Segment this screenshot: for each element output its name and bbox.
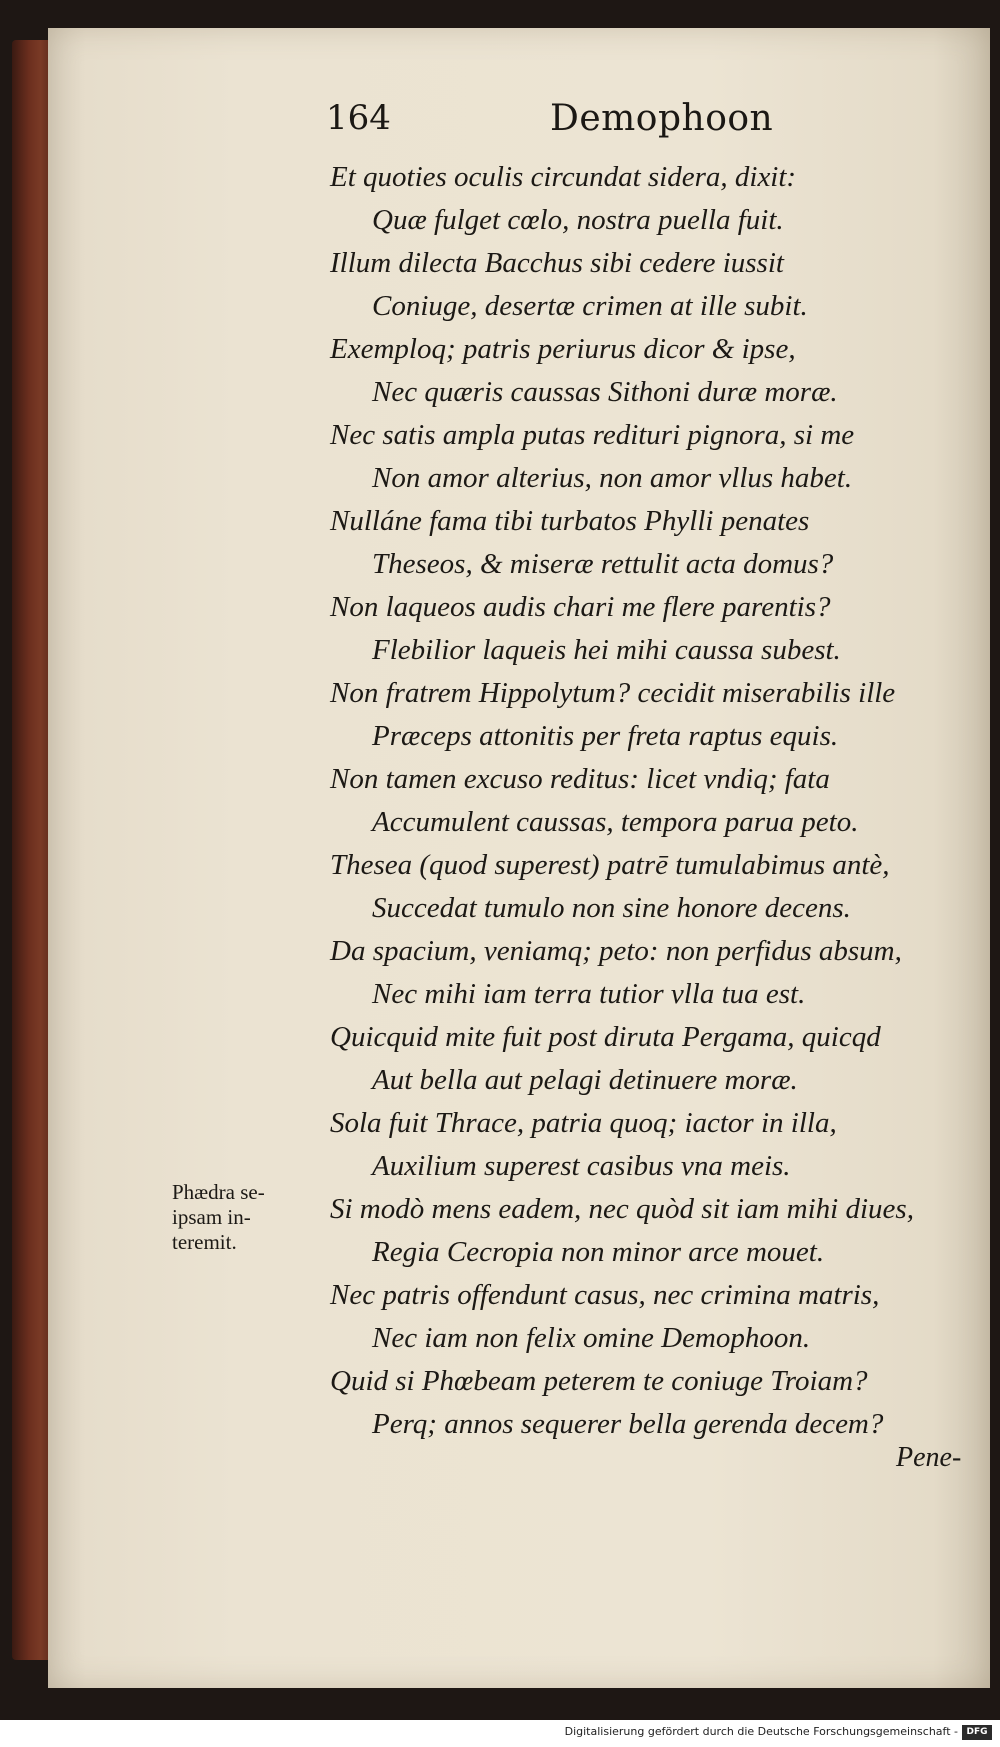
verse-line: Coniuge, desertæ crimen at ille subit. xyxy=(372,290,808,322)
running-head: Demophoon xyxy=(550,98,774,139)
marginal-note xyxy=(172,1180,322,1255)
verse-line: Nulláne fama tibi turbatos Phylli penates xyxy=(330,505,810,537)
verse-line: Illum dilecta Bacchus sibi cedere iussit xyxy=(330,247,784,279)
verse-line: Et quoties oculis circundat sidera, dixit: xyxy=(330,161,797,193)
verse-line: Non laqueos audis chari me flere parentis? xyxy=(330,591,831,623)
verse-line: Nec quæris caussas Sithoni duræ moræ. xyxy=(372,376,838,408)
verse-body xyxy=(330,156,980,1446)
verse-line: Nec patris offendunt casus, nec crimina matris, xyxy=(330,1279,880,1311)
verse-line: Sola fuit Thrace, patria quoq; iactor in illa, xyxy=(330,1107,837,1139)
verse-line: Quid si Phœbeam peterem te coniuge Troiam? xyxy=(330,1365,868,1397)
verse-line: Thesea (quod superest) patrē tumulabimus antè, xyxy=(330,849,890,881)
footer-credit: Digitalisierung gefördert durch die Deutsche Forschungsgemeinschaft - xyxy=(564,1725,958,1738)
verse-line: Quæ fulget cœlo, nostra puella fuit. xyxy=(372,204,784,236)
verse-line: Aut bella aut pelagi detinuere moræ. xyxy=(372,1064,798,1096)
digitization-footer xyxy=(0,1720,1000,1747)
marginal-note-line: Phædra se- xyxy=(172,1180,265,1204)
verse-line: Non tamen excuso reditus: licet vndiq; fata xyxy=(330,763,830,795)
verse-line: Succedat tumulo non sine honore decens. xyxy=(372,892,851,924)
verse-line: Flebilior laqueis hei mihi caussa subest. xyxy=(372,634,841,666)
marginal-note-line: teremit. xyxy=(172,1230,237,1254)
dfg-logo: DFG xyxy=(962,1725,992,1740)
verse-line: Si modò mens eadem, nec quòd sit iam mihi diues, xyxy=(330,1193,914,1225)
verse-line: Exemploq; patris periurus dicor & ipse, xyxy=(330,333,796,365)
verse-line: Non amor alterius, non amor vllus habet. xyxy=(372,462,853,494)
verse-line: Regia Cecropia non minor arce mouet. xyxy=(372,1236,825,1268)
verse-line: Auxilium superest casibus vna meis. xyxy=(372,1150,791,1182)
verse-line: Quicquid mite fuit post diruta Pergama, quicqd xyxy=(330,1021,881,1053)
page-header xyxy=(326,98,774,148)
verse-line: Nec mihi iam terra tutior vlla tua est. xyxy=(372,978,806,1010)
verse-line: Da spacium, veniamq; peto: non perfidus absum, xyxy=(330,935,902,967)
catchword: Pene- xyxy=(896,1442,962,1473)
verse-line: Nec iam non felix omine Demophoon. xyxy=(372,1322,811,1354)
page-number: 164 xyxy=(326,98,391,138)
verse-line: Perq; annos sequerer bella gerenda decem? xyxy=(372,1408,884,1440)
verse-line: Theseos, & miseræ rettulit acta domus? xyxy=(372,548,834,580)
verse-line: Nec satis ampla putas redituri pignora, si me xyxy=(330,419,855,451)
marginal-note-line: ipsam in- xyxy=(172,1205,251,1229)
verse-line: Accumulent caussas, tempora parua peto. xyxy=(372,806,859,838)
verse-line: Præceps attonitis per freta raptus equis. xyxy=(372,720,839,752)
verse-line: Non fratrem Hippolytum? cecidit miserabilis ille xyxy=(330,677,896,709)
